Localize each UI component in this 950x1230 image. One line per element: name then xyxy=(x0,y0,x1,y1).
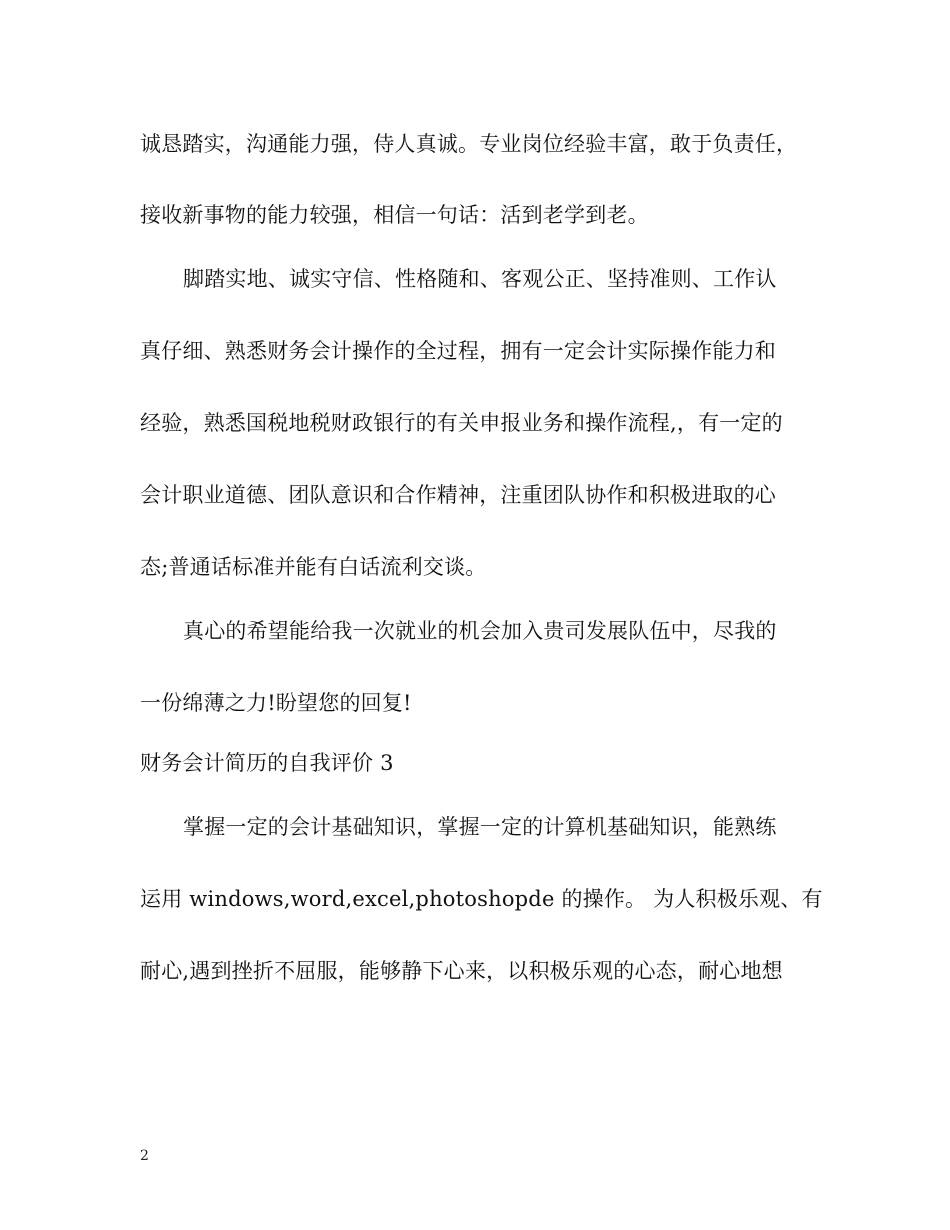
text-line: 运用 windows,word,excel,photoshopde 的操作。 为人积极乐观、有 xyxy=(140,887,823,911)
text-line: 态;普通话标准并能有白话流利交谈。 xyxy=(140,555,487,579)
section-heading: 财务会计简历的自我评价 3 xyxy=(140,751,394,775)
text-line: 诚恳踏实，沟通能力强，侍人真诚。专业岗位经验丰富，敢于负责任， xyxy=(140,132,798,156)
text-line: 会计职业道德、团队意识和合作精神，注重团队协作和积极进取的心 xyxy=(140,483,776,507)
text-line: 真仔细、熟悉财务会计操作的全过程，拥有一定会计实际操作能力和 xyxy=(140,339,776,363)
text-line: 接收新事物的能力较强，相信一句话：活到老学到老。 xyxy=(140,203,649,227)
text-line: 一份绵薄之力!盼望您的回复! xyxy=(140,691,412,715)
paragraph-start-line: 真心的希望能给我一次就业的机会加入贵司发展队伍中，尽我的 xyxy=(183,619,777,643)
text-line: 耐心,遇到挫折不屈服，能够静下心来，以积极乐观的心态，耐心地想 xyxy=(140,959,783,983)
paragraph-start-line: 掌握一定的会计基础知识，掌握一定的计算机基础知识，能熟练 xyxy=(183,815,777,839)
page-number: 2 xyxy=(140,1148,149,1164)
paragraph-start-line: 脚踏实地、诚实守信、性格随和、客观公正、坚持准则、工作认 xyxy=(183,267,777,291)
text-line: 经验，熟悉国税地税财政银行的有关申报业务和操作流程,，有一定的 xyxy=(140,411,783,435)
